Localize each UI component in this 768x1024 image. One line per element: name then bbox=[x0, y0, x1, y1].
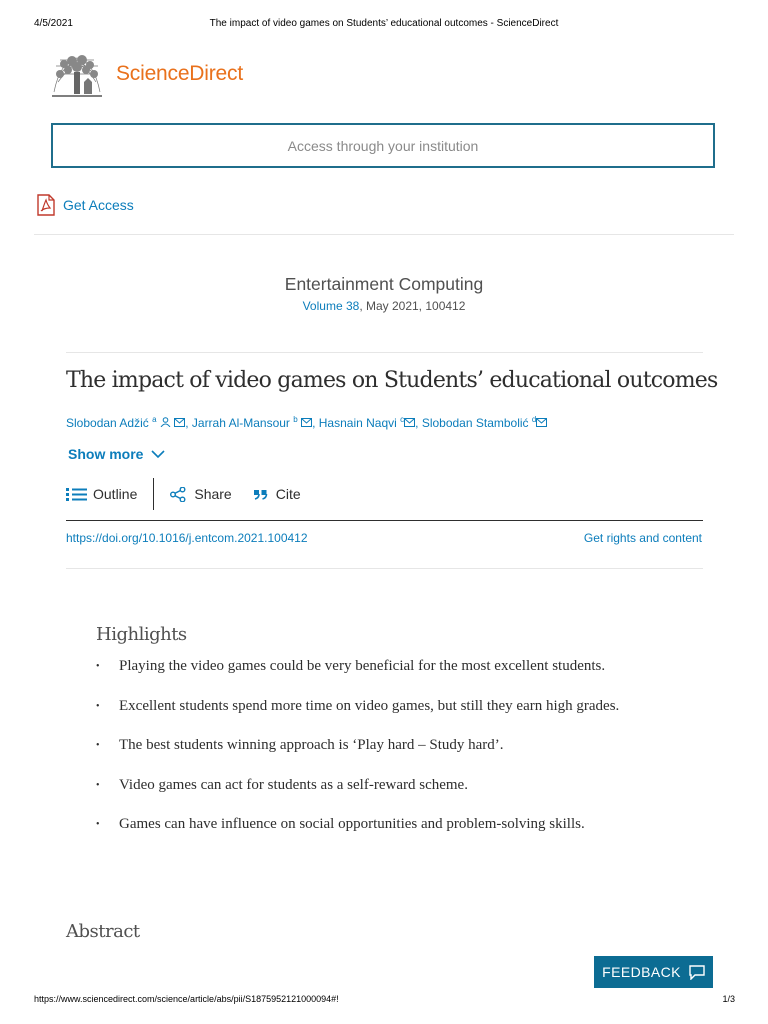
author-affiliation: c bbox=[400, 415, 405, 424]
pdf-icon bbox=[36, 194, 56, 216]
feedback-button[interactable] bbox=[594, 956, 713, 988]
abstract-heading: Abstract bbox=[66, 921, 140, 942]
author-link[interactable]: Jarrah Al-Mansour bbox=[191, 416, 290, 430]
speech-bubble-icon bbox=[689, 965, 705, 980]
quote-icon bbox=[254, 488, 268, 500]
cite-button[interactable] bbox=[254, 486, 301, 502]
cite-label: Cite bbox=[275, 486, 301, 502]
volume-link[interactable]: Volume 38 bbox=[302, 299, 360, 313]
list-item: • Games can have influence on social opportunities and problem-solving skills. bbox=[96, 816, 619, 856]
email-icon[interactable] bbox=[174, 418, 185, 427]
divider bbox=[34, 234, 734, 235]
print-date: 4/5/2021 bbox=[34, 18, 73, 29]
author-link[interactable]: Slobodan Adžić bbox=[66, 416, 149, 430]
chevron-down-icon bbox=[151, 450, 165, 459]
print-url: https://www.sciencedirect.com/science/article/abs/pii/S187595212100009​4#! bbox=[34, 994, 339, 1004]
author-list: Slobodan Adžić $^a$ , Jarrah Al-Mansour $^b$ , Hasnain Naqvi $^c$ , Slobodan Stambolić $^d$ bbox=[66, 415, 547, 430]
print-page-number: 1/3 bbox=[722, 994, 735, 1004]
show-more-label: Show more bbox=[68, 446, 144, 462]
access-institution-label: Access through your institution bbox=[287, 137, 479, 154]
email-icon[interactable] bbox=[536, 418, 547, 427]
author-affiliation: a bbox=[152, 415, 157, 424]
highlights-heading: Highlights bbox=[96, 624, 187, 645]
sciencedirect-logo-text[interactable]: ScienceDirect bbox=[116, 62, 243, 85]
highlight-text: Excellent students spend more time on video games, but still they earn high grades. bbox=[119, 697, 620, 714]
outline-label: Outline bbox=[93, 486, 138, 502]
divider bbox=[66, 568, 703, 569]
list-item: • Excellent students spend more time on video games, but still they earn high grades. bbox=[96, 698, 619, 738]
highlight-text: Playing the video games could be very beneficial for the most excellent students. bbox=[119, 658, 606, 674]
author-link[interactable]: Slobodan Stambolić bbox=[421, 416, 529, 430]
toolbar-separator bbox=[153, 478, 154, 510]
print-title: The impact of video games on Students’ educational outcomes - ScienceDirect bbox=[209, 18, 559, 29]
highlight-text: The best students winning approach is ‘Play hard – Study hard’. bbox=[119, 737, 504, 753]
share-button[interactable] bbox=[170, 486, 231, 502]
author-affiliation: d bbox=[531, 415, 537, 424]
article-title: The impact of video games on Students’ educational outcomes bbox=[66, 368, 718, 393]
show-more-button[interactable] bbox=[68, 446, 165, 462]
get-access-label: Get Access bbox=[63, 197, 134, 213]
feedback-label: FEEDBACK bbox=[602, 964, 681, 980]
volume-line bbox=[0, 299, 768, 313]
journal-name[interactable]: Entertainment Computing bbox=[284, 274, 484, 294]
highlight-text: Video games can act for students as a self-reward scheme. bbox=[119, 776, 468, 793]
article-toolbar bbox=[66, 482, 301, 506]
email-icon[interactable] bbox=[301, 418, 312, 427]
list-item: • The best students winning approach is ‘Play hard – Study hard’. bbox=[96, 737, 619, 777]
get-access-link[interactable] bbox=[36, 194, 134, 216]
highlight-text: Games can have influence on social opportunities and problem-solving skills. bbox=[119, 816, 585, 832]
author-link[interactable]: Hasnain Naqvi bbox=[318, 416, 397, 430]
share-icon bbox=[170, 487, 186, 502]
list-item: • Playing the video games could be very beneficial for the most excellent students. bbox=[96, 658, 619, 698]
doi-link[interactable]: https://doi.org/10.1016/j.entcom.2021.100412 bbox=[66, 531, 308, 545]
divider bbox=[66, 352, 703, 353]
highlights-list bbox=[96, 658, 619, 856]
email-icon[interactable] bbox=[404, 418, 415, 427]
outline-button[interactable] bbox=[66, 486, 137, 502]
share-label: Share bbox=[194, 486, 232, 502]
author-affiliation: b bbox=[293, 415, 298, 424]
person-icon bbox=[160, 417, 171, 427]
divider bbox=[66, 520, 703, 521]
rights-link[interactable]: Get rights and content bbox=[583, 531, 702, 545]
access-through-institution-button[interactable] bbox=[51, 123, 715, 168]
elsevier-tree-logo[interactable] bbox=[50, 52, 104, 100]
volume-date: , May 2021, 100412 bbox=[359, 299, 466, 313]
list-icon bbox=[66, 487, 87, 502]
list-item: • Video games can act for students as a self-reward scheme. bbox=[96, 777, 619, 817]
